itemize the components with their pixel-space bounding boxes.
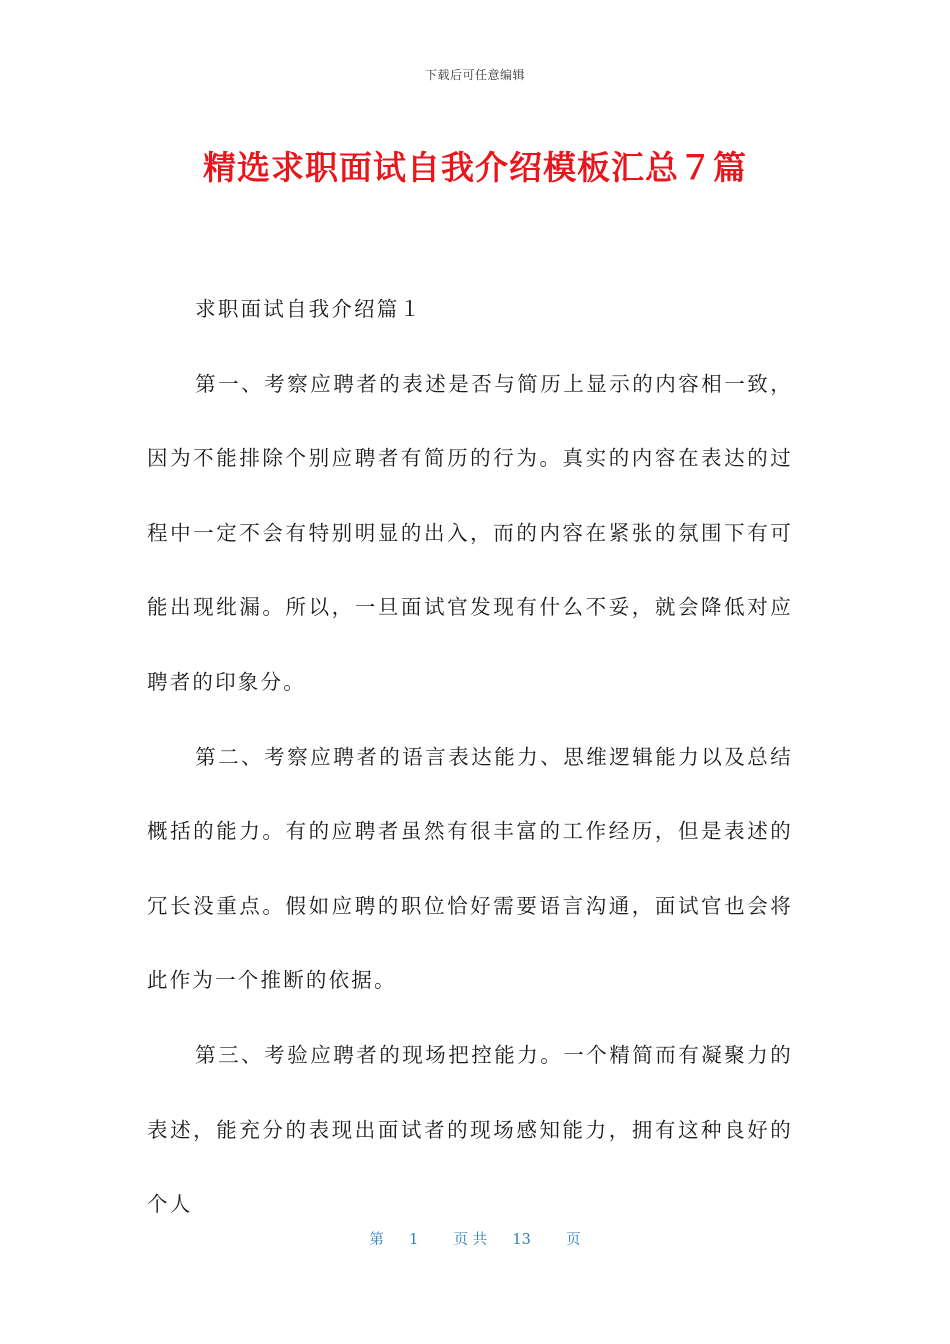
footer-total-pages: 13 (512, 1232, 531, 1248)
footer-current-page: 1 (409, 1232, 419, 1248)
paragraph-2: 第二、考察应聘者的语言表达能力、思维逻辑能力以及总结概括的能力。有的应聘者虽然有很丰富的工作经历，但是表述的冗长没重点。假如应聘的职位恰好需要语言沟通，面试官也会将此作为一个推断的依据。 (147, 744, 793, 993)
section-heading: 求职面试自我介绍篇１ (195, 297, 423, 321)
footer-prefix: 第 (369, 1232, 384, 1248)
paragraph-3: 第三、考验应聘者的现场把控能力。一个精简而有凝聚力的表述，能充分的表现出面试者的现场感知能力，拥有这种良好的个人 (147, 1042, 793, 1217)
paragraph-1: 第一、考察应聘者的表述是否与简历上显示的内容相一致，因为不能排除个别应聘者有简历的行为。真实的内容在表达的过程中一定不会有特别明显的出入，而的内容在紧张的氛围下有可能出现纰漏。所以，一旦面试官发现有什么不妥，就会降低对应聘者的印象分。 (147, 371, 793, 694)
header-note: 下载后可任意编辑 (424, 68, 525, 82)
document-title: 精选求职面试自我介绍模板汇总７篇 (203, 148, 747, 187)
document-body (147, 272, 793, 1242)
footer-middle: 页 共 (453, 1232, 488, 1248)
page-footer (0, 1228, 950, 1249)
footer-suffix: 页 (566, 1232, 581, 1248)
